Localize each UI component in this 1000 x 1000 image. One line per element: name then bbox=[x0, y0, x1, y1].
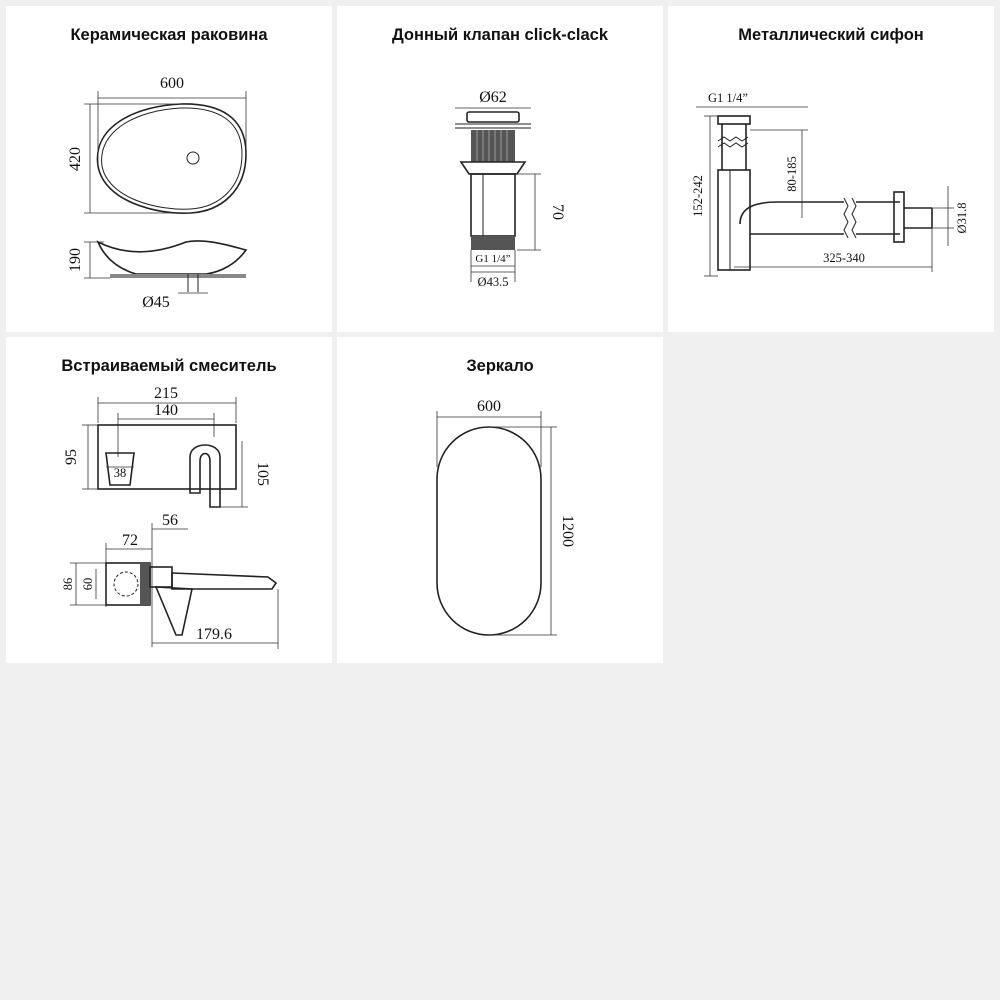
card-built-in-mixer bbox=[6, 337, 332, 663]
siphon-drawing bbox=[668, 6, 994, 332]
sink-side-outline bbox=[98, 241, 246, 274]
dim-height: 1200 bbox=[559, 515, 576, 547]
valve-thread-bottom bbox=[471, 236, 515, 250]
dim-pipe-diameter: Ø31.8 bbox=[955, 202, 969, 234]
dim-width: 600 bbox=[160, 75, 184, 92]
card-title: Встраиваемый смеситель bbox=[61, 357, 277, 375]
dim-inlet: 80-185 bbox=[785, 156, 799, 192]
dim-thread: G1 1/4” bbox=[708, 91, 748, 105]
card-title: Зеркало bbox=[466, 357, 534, 375]
card-click-clack-valve bbox=[337, 6, 663, 332]
card-title: Металлический сифон bbox=[738, 26, 924, 44]
dim-vertical: 152-242 bbox=[691, 175, 705, 217]
card-metal-siphon bbox=[668, 6, 994, 332]
dim-length: 325-340 bbox=[823, 251, 865, 265]
mirror-drawing bbox=[337, 337, 663, 663]
valve-thread-top bbox=[471, 130, 515, 162]
dim-side-h2: 60 bbox=[81, 577, 95, 591]
dim-top-diameter: Ø62 bbox=[479, 89, 507, 106]
dim-bottom-diameter: Ø43.5 bbox=[477, 275, 509, 289]
dim-depth-b: 56 bbox=[162, 512, 178, 529]
valve-drawing bbox=[337, 6, 663, 332]
mixer-spout-side bbox=[172, 573, 276, 589]
dim-thread: G1 1/4” bbox=[475, 253, 511, 265]
card-mirror bbox=[337, 337, 663, 663]
mirror-outline bbox=[437, 427, 541, 635]
dim-depth: 420 bbox=[67, 147, 84, 171]
dim-width: 600 bbox=[477, 398, 501, 415]
dim-lever: 38 bbox=[113, 466, 127, 480]
mixer-drawing bbox=[6, 337, 332, 663]
sink-drawing bbox=[6, 6, 332, 332]
dim-spout: 179.6 bbox=[196, 626, 232, 643]
dim-width: 215 bbox=[154, 385, 178, 402]
mixer-handle-side bbox=[156, 587, 192, 635]
mixer-spout-front bbox=[190, 445, 220, 507]
dim-spacing: 140 bbox=[154, 402, 178, 419]
card-title: Донный клапан click-clack bbox=[391, 26, 609, 44]
dim-height-right: 105 bbox=[254, 462, 271, 486]
dim-height: 190 bbox=[67, 248, 84, 272]
dim-drain: Ø45 bbox=[142, 294, 170, 311]
card-ceramic-sink bbox=[6, 6, 332, 332]
dim-depth-a: 72 bbox=[122, 532, 138, 549]
drain-hole bbox=[187, 152, 199, 164]
dim-height: 70 bbox=[549, 204, 566, 220]
card-title: Керамическая раковина bbox=[70, 26, 268, 44]
sink-base-plate bbox=[110, 274, 246, 278]
dim-height: 95 bbox=[63, 449, 80, 465]
dim-side-h1: 86 bbox=[61, 577, 75, 591]
